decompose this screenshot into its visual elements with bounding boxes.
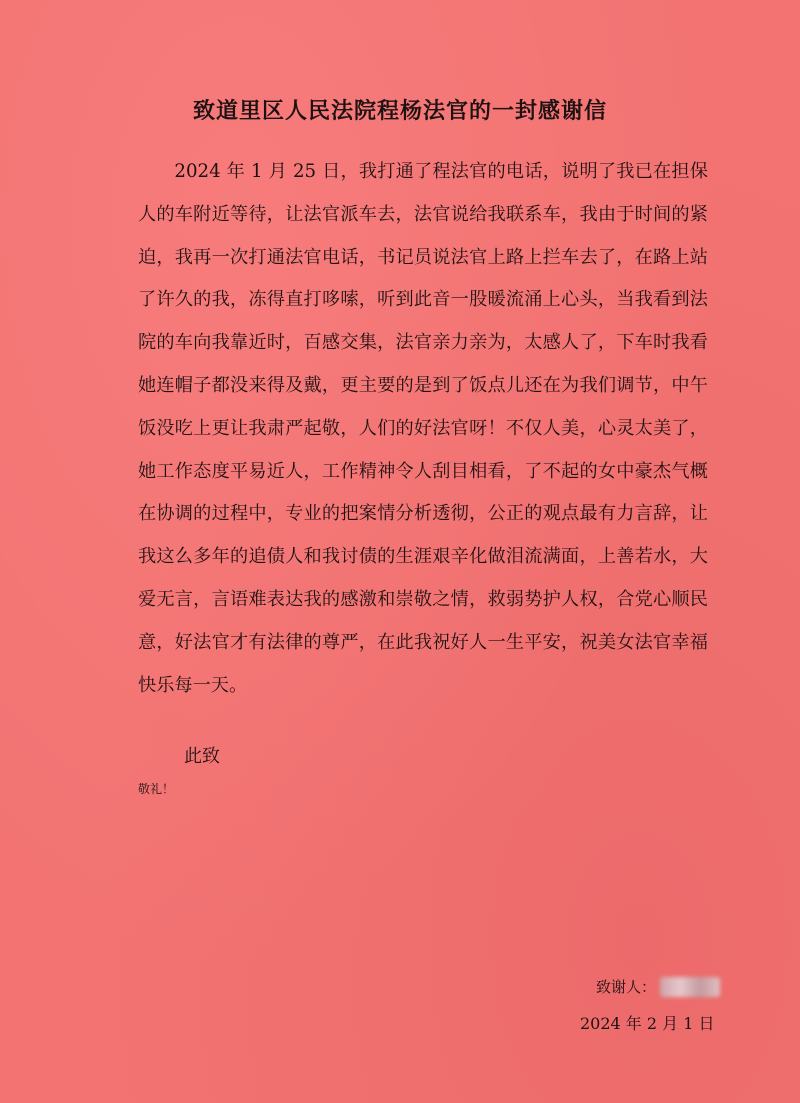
redacted-name	[660, 977, 720, 997]
closing-greeting: 敬礼！	[138, 782, 175, 796]
signer-line	[596, 976, 720, 997]
letter-body: 2024 年 1 月 25 日，我打通了程法官的电话，说明了我已在担保人的车附近等待，让法官派车去，法官说给我联系车，我由于时间的紧迫，我再一次打通法官电话，书记员说法官上路上拦车去了，在路上站了许久的我，冻得直打哆嗦，听到此音一股暖流涌上心头，当我看到法院的车向我靠近时，百感交集，法官亲力亲为，太感人了，下车时我看她连帽子都没来得及戴，更主要的是到了饭点儿还在为我们调节，中午饭没吃上更让我肃严起敬，人们的好法官呀！不仅人美，心灵太美了，她工作态度平易近人，工作精神令人刮目相看，了不起的女中豪杰气概在协调的过程中，专业的把案情分析透彻，公正的观点最有力言辞，让我这么多年的追债人和我讨债的生涯艰辛化做泪流满面，上善若水，大爱无言，言语难表达我的感激和崇敬之情，救弱势护人权，合党心顺民意，好法官才有法律的尊严，在此我祝好人一生平安，祝美女法官幸福快乐每一天。	[138, 161, 708, 696]
letter-date: 2024 年 2 月 1 日	[580, 1014, 715, 1033]
salutation: 此致	[184, 746, 220, 767]
signer-label: 致谢人：	[596, 978, 657, 996]
letter-title: 致道里区人民法院程杨法官的一封感谢信	[192, 99, 607, 124]
